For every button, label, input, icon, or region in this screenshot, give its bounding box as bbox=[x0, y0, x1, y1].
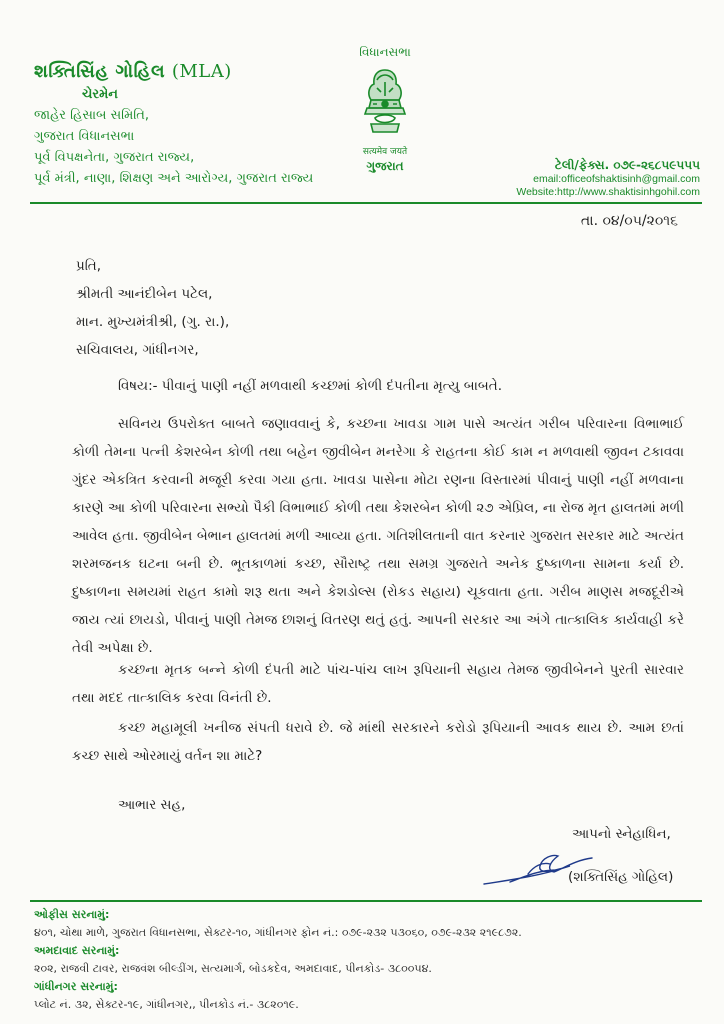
signatory-name: (શક્તિસિંહ ગોહિલ) bbox=[568, 869, 674, 885]
closing-text: આભાર સહ, bbox=[118, 797, 186, 813]
footer-text: પ્લોટ નં. ૩૨, સેક્ટર-૧૯, ગાંધીનગર,, પીનકોડ નં.- ૩૮૨૦૧૯. bbox=[34, 998, 299, 1011]
address-line: સચિવાલય, ગાંધીનગર, bbox=[76, 342, 199, 358]
emblem-bottom-text: ગુજરાત bbox=[366, 159, 404, 173]
letter-subject: વિષય:- પીવાનું પાણી નહીં મળવાથી કચ્છમાં કોળી દંપતીના મૃત્યુ બાબતે. bbox=[118, 378, 502, 394]
footer-text: ૨૦૨, રાજવી ટાવર, રાજવંશ બીલ્ડીંગ, સત્યમાર્ગ, બોડકદેવ, અમદાવાદ, પીનકોડ- ૩૮૦૦૫૪. bbox=[34, 962, 432, 975]
address-line: શ્રીમતી આનંદીબેન પટેલ, bbox=[76, 286, 213, 302]
emblem-motto: सत्यमेव जयते bbox=[362, 147, 408, 157]
letter-date: તા. ૦૪/૦૫/૨૦૧૬ bbox=[580, 213, 678, 229]
address-line: પ્રતિ, bbox=[76, 258, 102, 274]
letterhead-left bbox=[34, 60, 313, 189]
website-address: Website:http://www.shaktisinhgohil.com bbox=[516, 186, 700, 198]
footer-label: અમદાવાદ સરનામું: bbox=[34, 944, 120, 957]
sender-line: પૂર્વ મંત્રી, નાણા, શિક્ષણ અને આરોગ્ય, ગુજરાત રાજ્ય bbox=[34, 171, 314, 186]
address-line: માન. મુખ્યમંત્રીશ્રી, (ગુ. રા.), bbox=[76, 314, 230, 330]
header-divider bbox=[30, 202, 702, 204]
sender-name-suffix: (MLA) bbox=[171, 61, 232, 82]
sender-line: પૂર્વ વિપક્ષનેતા, ગુજરાત રાજ્ય, bbox=[34, 150, 195, 165]
state-emblem bbox=[340, 44, 430, 174]
emblem-top-text: વિધાનસભા bbox=[359, 45, 411, 59]
recipient-address bbox=[76, 252, 229, 364]
footer-label: ગાંધીનગર સરનામું: bbox=[34, 980, 118, 993]
footer-divider bbox=[30, 900, 702, 902]
footer-text: ૪૦૧, ચોથા માળે, ગુજરાત વિધાનસભા, સેક્ટર-૧૦, ગાંધીનગર ફોન નં.: ૦૭૯-૨૩૨ ૫૩૦૬૦, ૦૭૯-૨૩૨ ૨૧૯૮૭૨. bbox=[34, 926, 522, 939]
sign-greeting: આપનો સ્નેહાધિન, bbox=[572, 826, 671, 842]
footer-addresses bbox=[34, 906, 694, 1014]
body-paragraph: સવિનય ઉપરોક્ત બાબતે જણાવવાનું કે, કચ્છના ખાવડા ગામ પાસે અત્યંત ગરીબ પરિવારના વિભાભાઈ કોળી તેમના પત્ની કેશરબેન કોળી તથા બહેન જીવીબેન મનરેગા કે રાહતના કોઈ કામ ન મળવાથી જીવન ટકાવવા ગુંદર એકત્રિત કરવાની મજૂરી કરવા ગયા હતા. ખાવડા પાસેના મોટા રણના વિસ્તારમાં પીવાનું પાણી નહીં મળવાના કારણે આ કોળી પરિવારના સભ્યો પૈકી વિભાભાઈ કોળી તથા કેશરબેન કોળી ૨૭ એપ્રિલ, ના રોજ મૃત હાલતમાં મળી આવેલ હતા. જીવીબેન બેભાન હાલતમાં મળી આવ્યા હતા. ગતિશીલતાની વાત કરનાર ગુજરાત સરકાર માટે અત્યંત શરમજનક ઘટના બની છે. ભૂતકાળમાં કચ્છ, સૌરાષ્ટ્ર તથા સમગ્ર ગુજરાતે અનેક દુષ્કાળના સામના કર્યા છે. દુષ્કાળના સમયમાં રાહત કામો શરૂ થતા અને કેશડોલ્સ (રોકડ સહાય) ચૂકવાતા હતા. ગરીબ માણસ મજદૂરીએ જાય ત્યાં છાયડો, પીવાનું પાણી તેમજ છાશનું વિતરણ થતું હતું. આપની સરકાર આ અંગે તાત્કાલિક કાર્યવાહી કરે તેવી અપેક્ષા છે. bbox=[72, 416, 684, 656]
sender-line: જાહેર હિસાબ સમિતિ, bbox=[34, 108, 149, 123]
letterhead-contact bbox=[516, 157, 700, 199]
tel-fax: ટેલી/ફેક્સ. ૦૭૯-૨૬૮૫૯૫૫૫ bbox=[554, 158, 700, 172]
sender-line: ગુજરાત વિધાનસભા bbox=[34, 129, 135, 144]
sender-name bbox=[34, 60, 313, 84]
body-paragraph: કચ્છના મૃતક બન્ને કોળી દંપતી માટે પાંચ-પાંચ લાખ રૂપિયાની સહાય તેમજ જીવીબેનને પુરતી સારવાર તથા મદદ તાત્કાલિક કરવા વિનંતી છે. bbox=[72, 662, 684, 706]
sender-title: ચેરમેન bbox=[82, 87, 118, 102]
footer-label: ઓફીસ સરનામું: bbox=[34, 908, 110, 921]
lion-capital-icon bbox=[357, 62, 413, 146]
email-address: email:officeofshaktisinh@gmail.com bbox=[533, 173, 700, 185]
sender-name-text: શક્તિસિંહ ગોહિલ bbox=[34, 61, 166, 82]
body-paragraph: કચ્છ મહામૂલી ખનીજ સંપતી ધરાવે છે. જે માંથી સરકારને કરોડો રૂપિયાની આવક થાય છે. આમ છતાં કચ્છ સાથે ઓરમાયું વર્તન શા માટે? bbox=[72, 720, 684, 764]
